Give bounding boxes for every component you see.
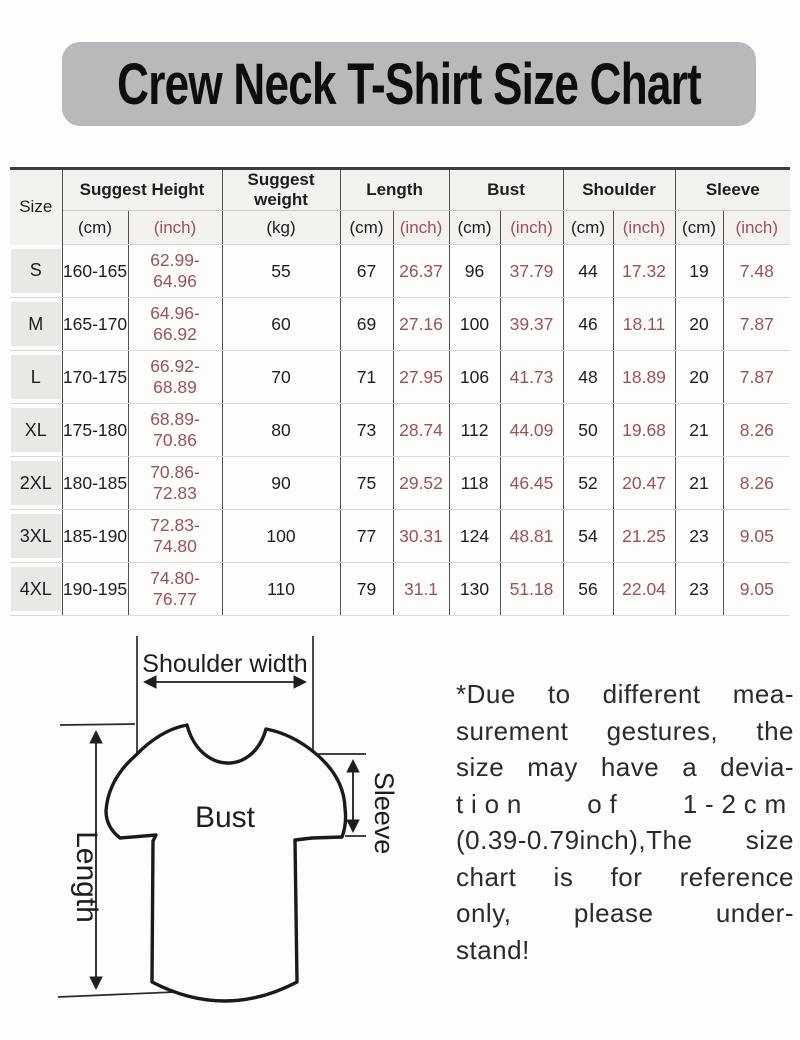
col-header-weight: Suggest weight bbox=[222, 169, 340, 211]
value-cell: 124 bbox=[449, 510, 500, 563]
value-cell: 44.09 bbox=[500, 404, 563, 457]
unit-cm: (cm) bbox=[62, 211, 128, 245]
unit-inch: (inch) bbox=[723, 211, 790, 245]
value-cell: 19.68 bbox=[613, 404, 675, 457]
value-cell: 28.74 bbox=[393, 404, 449, 457]
value-cell: 80 bbox=[222, 404, 340, 457]
header-group-row bbox=[10, 169, 790, 211]
disclaimer-line: only, please under- bbox=[456, 898, 794, 928]
unit-inch: (inch) bbox=[128, 211, 222, 245]
disclaimer bbox=[456, 676, 794, 968]
unit-inch: (inch) bbox=[613, 211, 675, 245]
value-cell: 170-175 bbox=[62, 351, 128, 404]
value-cell: 39.37 bbox=[500, 298, 563, 351]
unit-cm: (cm) bbox=[449, 211, 500, 245]
table-row bbox=[10, 245, 790, 298]
col-header-height: Suggest Height bbox=[62, 169, 222, 211]
value-cell: 175-180 bbox=[62, 404, 128, 457]
value-cell: 64.96-66.92 bbox=[128, 298, 222, 351]
value-cell: 62.99-64.96 bbox=[128, 245, 222, 298]
value-cell: 165-170 bbox=[62, 298, 128, 351]
value-cell: 70 bbox=[222, 351, 340, 404]
header-unit-row bbox=[10, 211, 790, 245]
value-cell: 50 bbox=[563, 404, 613, 457]
col-header-length: Length bbox=[340, 169, 449, 211]
value-cell: 8.26 bbox=[723, 404, 790, 457]
disclaimer-line: size may have a devia- bbox=[456, 752, 794, 782]
value-cell: 17.32 bbox=[613, 245, 675, 298]
value-cell: 29.52 bbox=[393, 457, 449, 510]
value-cell: 23 bbox=[675, 510, 723, 563]
size-cell bbox=[10, 245, 62, 298]
table-row bbox=[10, 563, 790, 616]
size-label: 4XL bbox=[11, 567, 61, 611]
value-cell: 70.86-72.83 bbox=[128, 457, 222, 510]
value-cell: 67 bbox=[340, 245, 393, 298]
table-row bbox=[10, 351, 790, 404]
col-header-size: Size bbox=[10, 169, 62, 245]
size-cell bbox=[10, 298, 62, 351]
value-cell: 21 bbox=[675, 404, 723, 457]
value-cell: 46.45 bbox=[500, 457, 563, 510]
value-cell: 31.1 bbox=[393, 563, 449, 616]
value-cell: 110 bbox=[222, 563, 340, 616]
size-label: M bbox=[11, 302, 61, 346]
value-cell: 21.25 bbox=[613, 510, 675, 563]
value-cell: 185-190 bbox=[62, 510, 128, 563]
disclaimer-line: chart is for reference bbox=[456, 861, 794, 892]
value-cell: 20.47 bbox=[613, 457, 675, 510]
tshirt-measurement-diagram bbox=[20, 628, 460, 1040]
shoulder-width-label: Shoulder width bbox=[142, 650, 308, 678]
value-cell: 68.89-70.86 bbox=[128, 404, 222, 457]
value-cell: 27.95 bbox=[393, 351, 449, 404]
value-cell: 26.37 bbox=[393, 245, 449, 298]
col-header-sleeve: Sleeve bbox=[675, 169, 790, 211]
value-cell: 55 bbox=[222, 245, 340, 298]
value-cell: 180-185 bbox=[62, 457, 128, 510]
value-cell: 100 bbox=[222, 510, 340, 563]
value-cell: 41.73 bbox=[500, 351, 563, 404]
table-row bbox=[10, 510, 790, 563]
title-banner bbox=[62, 42, 756, 126]
value-cell: 54 bbox=[563, 510, 613, 563]
value-cell: 77 bbox=[340, 510, 393, 563]
value-cell: 52 bbox=[563, 457, 613, 510]
value-cell: 72.83-74.80 bbox=[128, 510, 222, 563]
value-cell: 8.26 bbox=[723, 457, 790, 510]
size-chart-table bbox=[10, 167, 790, 616]
value-cell: 66.92-68.89 bbox=[128, 351, 222, 404]
value-cell: 44 bbox=[563, 245, 613, 298]
page-title: Crew Neck T-Shirt Size Chart bbox=[117, 51, 701, 117]
unit-cm: (cm) bbox=[563, 211, 613, 245]
size-cell bbox=[10, 404, 62, 457]
value-cell: 73 bbox=[340, 404, 393, 457]
col-header-bust: Bust bbox=[449, 169, 563, 211]
value-cell: 9.05 bbox=[723, 510, 790, 563]
value-cell: 79 bbox=[340, 563, 393, 616]
value-cell: 19 bbox=[675, 245, 723, 298]
size-cell bbox=[10, 510, 62, 563]
size-label: 2XL bbox=[11, 461, 61, 505]
value-cell: 90 bbox=[222, 457, 340, 510]
value-cell: 20 bbox=[675, 298, 723, 351]
value-cell: 7.87 bbox=[723, 298, 790, 351]
value-cell: 7.48 bbox=[723, 245, 790, 298]
value-cell: 51.18 bbox=[500, 563, 563, 616]
unit-kg: (kg) bbox=[222, 211, 340, 245]
size-table-body bbox=[10, 245, 790, 616]
value-cell: 46 bbox=[563, 298, 613, 351]
value-cell: 106 bbox=[449, 351, 500, 404]
value-cell: 9.05 bbox=[723, 563, 790, 616]
value-cell: 60 bbox=[222, 298, 340, 351]
value-cell: 7.87 bbox=[723, 351, 790, 404]
size-label: XL bbox=[11, 408, 61, 452]
unit-cm: (cm) bbox=[340, 211, 393, 245]
value-cell: 27.16 bbox=[393, 298, 449, 351]
value-cell: 96 bbox=[449, 245, 500, 298]
table-row bbox=[10, 457, 790, 510]
value-cell: 23 bbox=[675, 563, 723, 616]
col-header-shoulder: Shoulder bbox=[563, 169, 675, 211]
value-cell: 21 bbox=[675, 457, 723, 510]
disclaimer-line: surement gestures, the bbox=[456, 715, 794, 746]
value-cell: 112 bbox=[449, 404, 500, 457]
value-cell: 130 bbox=[449, 563, 500, 616]
unit-cm: (cm) bbox=[675, 211, 723, 245]
value-cell: 71 bbox=[340, 351, 393, 404]
disclaimer-line: tion of 1-2cm bbox=[456, 788, 794, 819]
disclaimer-line: stand! bbox=[456, 934, 530, 965]
size-cell bbox=[10, 351, 62, 404]
sleeve-label: Sleeve bbox=[369, 771, 399, 855]
unit-inch: (inch) bbox=[393, 211, 449, 245]
size-cell bbox=[10, 563, 62, 616]
tshirt-outline bbox=[106, 725, 346, 1001]
size-label: 3XL bbox=[11, 514, 61, 558]
value-cell: 69 bbox=[340, 298, 393, 351]
value-cell: 56 bbox=[563, 563, 613, 616]
size-label: S bbox=[11, 249, 61, 293]
value-cell: 48.81 bbox=[500, 510, 563, 563]
value-cell: 100 bbox=[449, 298, 500, 351]
size-chart bbox=[10, 167, 790, 616]
table-row bbox=[10, 404, 790, 457]
value-cell: 37.79 bbox=[500, 245, 563, 298]
value-cell: 22.04 bbox=[613, 563, 675, 616]
value-cell: 75 bbox=[340, 457, 393, 510]
value-cell: 30.31 bbox=[393, 510, 449, 563]
value-cell: 20 bbox=[675, 351, 723, 404]
unit-inch: (inch) bbox=[500, 211, 563, 245]
value-cell: 18.89 bbox=[613, 351, 675, 404]
disclaimer-line: (0.39-0.79inch),The size bbox=[456, 825, 794, 855]
size-cell bbox=[10, 457, 62, 510]
disclaimer-line: *Due to different mea- bbox=[456, 679, 794, 709]
table-row bbox=[10, 298, 790, 351]
value-cell: 18.11 bbox=[613, 298, 675, 351]
value-cell: 118 bbox=[449, 457, 500, 510]
value-cell: 74.80-76.77 bbox=[128, 563, 222, 616]
value-cell: 190-195 bbox=[62, 563, 128, 616]
length-label: Length bbox=[70, 831, 103, 923]
bust-label: Bust bbox=[194, 801, 256, 834]
value-cell: 48 bbox=[563, 351, 613, 404]
size-label: L bbox=[11, 355, 61, 399]
value-cell: 160-165 bbox=[62, 245, 128, 298]
